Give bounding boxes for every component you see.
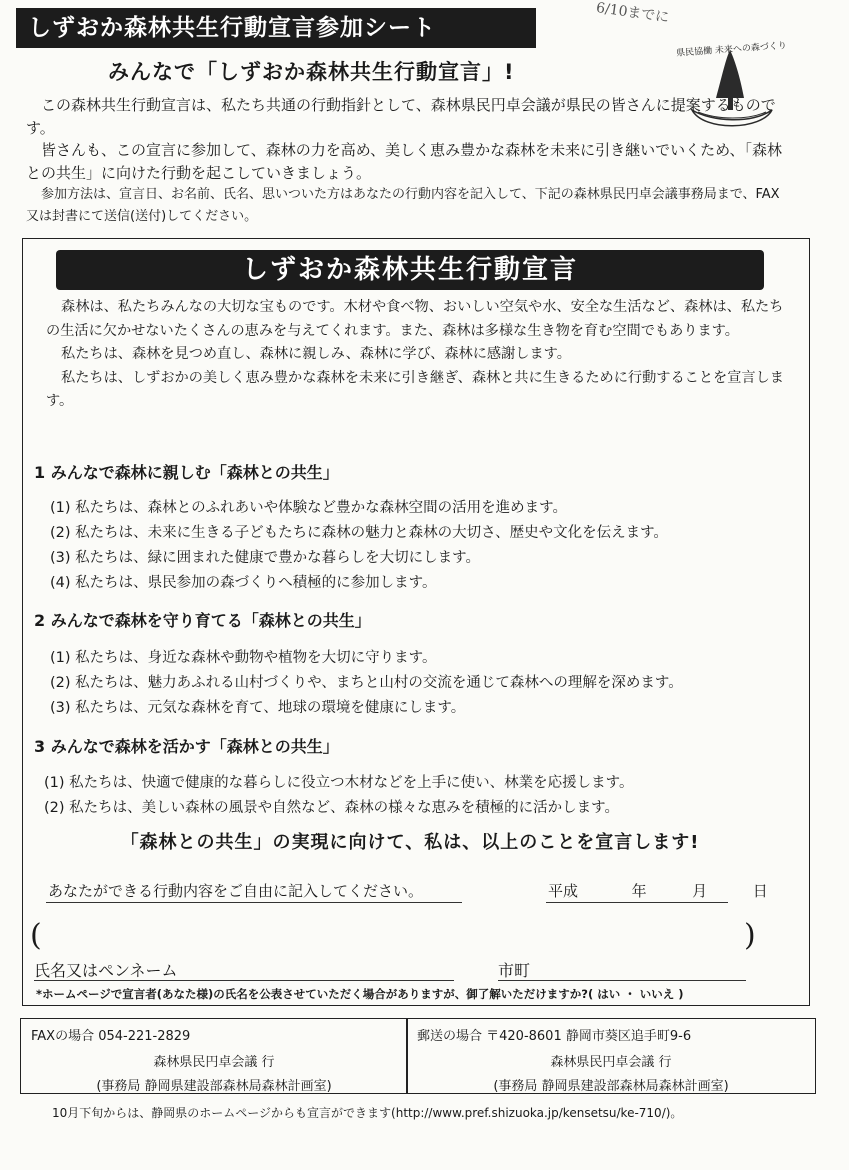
declaration-item: (4) 私たちは、県民参加の森づくりへ積極的に参加します。 [50,575,437,591]
name-field-label: 氏名又はペンネーム [34,961,178,980]
logo-caption: 県民協働 未来への森づくり [675,41,788,59]
section-heading: 3 みんなで森林を活かす「森林との共生」 [34,737,339,756]
preamble-paragraph: 森林は、私たちみんなの大切な宝ものです。木材や食べ物、おいしい空気や水、安全な生活など、森林は、私たちの生活に欠かせないたくさんの恵みを与えてくれます。また、森林は多様な生き物を育む空間でもあります。 [46,299,784,339]
preamble-paragraph: 私たちは、しずおかの美しく恵み豊かな森林を未来に引き継ぎ、森林と共に生きるために行動することを宣言します。 [46,369,784,409]
intro-paragraph: 皆さんも、この宣言に参加して、森林の力を高め、美しく恵み豊かな森林を未来に引き継いでいくため、「森林との共生」に向けた行動を起こしていきましょう。 [26,141,783,182]
declaration-item: (3) 私たちは、元気な森林を育て、地球の環境を健康にします。 [50,700,466,716]
declaration-closing: 「森林との共生」の実現に向けて、私は、以上のことを宣言します! [120,832,700,853]
action-open-paren: ( [30,918,42,953]
mail-recipient: 森林県民円卓会議 行 [550,1055,672,1070]
declaration-item: (2) 私たちは、魅力あふれる山村づくりや、まちと山村の交流を通じて森林への理解を深めます。 [50,675,683,691]
footer-note: 10月下旬からは、静岡県のホームページからも宣言ができます(http://www.pref.shizuoka.jp/kensetsu/ke-710/)。 [52,1106,683,1120]
fax-number: FAXの場合 054-221-2829 [31,1029,191,1044]
date-year-label: 年 [631,882,647,900]
intro-text [26,94,786,228]
fax-recipient: 森林県民円卓会議 行 [153,1055,275,1070]
date-field[interactable] [548,880,768,901]
date-month-label: 月 [692,882,708,900]
preamble-paragraph: 私たちは、森林を見つめ直し、森林に親しみ、森林に学び、森林に感謝します。 [61,346,571,362]
declaration-title: しずおか森林共生行動宣言 [56,250,764,290]
publication-consent-note: *ホームページで宣言者(あなた様)の氏名を公表させていただく場合がありますが、御了解いただけますか?( はい ・ いいえ ) [36,987,684,1001]
handwritten-deadline-note: 6/10までに [595,0,671,27]
intro-paragraph: この森林共生行動宣言は、私たち共通の行動指針として、森林県民円卓会議が県民の皆さんに提案するものです。 [26,96,776,137]
mail-office: (事務局 静岡県建設部森林局森林計画室) [493,1079,729,1094]
date-day-label: 日 [752,882,768,900]
fax-office: (事務局 静岡県建設部森林局森林計画室) [96,1079,332,1094]
city-field-label: 市町 [498,961,531,980]
date-era: 平成 [548,882,579,900]
date-underline [546,902,728,903]
declaration-item: (3) 私たちは、緑に囲まれた健康で豊かな暮らしを大切にします。 [50,550,480,566]
sheet-subtitle: みんなで「しずおか森林共生行動宣言」! [108,60,515,84]
declaration-item: (1) 私たちは、身近な森林や動物や植物を大切に守ります。 [50,650,437,666]
declaration-preamble [46,296,788,414]
declaration-item: (2) 私たちは、未来に生きる子どもたちに森林の魅力と森林の大切さ、歴史や文化を伝えます。 [50,525,668,541]
declaration-item: (1) 私たちは、快適で健康的な暮らしに役立つ木材などを上手に使い、林業を応援します。 [44,775,634,791]
declaration-item: (1) 私たちは、森林とのふれあいや体験など豊かな森林空間の活用を進めます。 [50,500,567,516]
section-heading: 2 みんなで森林を守り育てる「森林との共生」 [34,611,371,630]
name-input-line[interactable] [34,980,454,981]
action-content-field[interactable] [60,918,740,954]
intro-instructions: 参加方法は、宣言日、お名前、氏名、思いついた方はあなたの行動内容を記入して、下記の森林県民円卓会議事務局まで、FAX又は封書にて送信(送付)してください。 [26,187,780,224]
declaration-item: (2) 私たちは、美しい森林の風景や自然など、森林の様々な恵みを積極的に活かします。 [44,800,619,816]
action-close-paren: ) [744,918,756,953]
fax-contact-box [20,1018,408,1094]
section-heading: 1 みんなで森林に親しむ「森林との共生」 [34,463,339,482]
sheet-title: しずおか森林共生行動宣言参加シート [16,8,536,48]
mail-contact-box [406,1018,816,1094]
action-underline [46,902,462,903]
city-input-line[interactable] [498,980,746,981]
mail-address: 郵送の場合 〒420-8601 静岡市葵区追手町9-6 [417,1029,692,1044]
action-prompt-label: あなたができる行動内容をご自由に記入してください。 [48,882,424,900]
